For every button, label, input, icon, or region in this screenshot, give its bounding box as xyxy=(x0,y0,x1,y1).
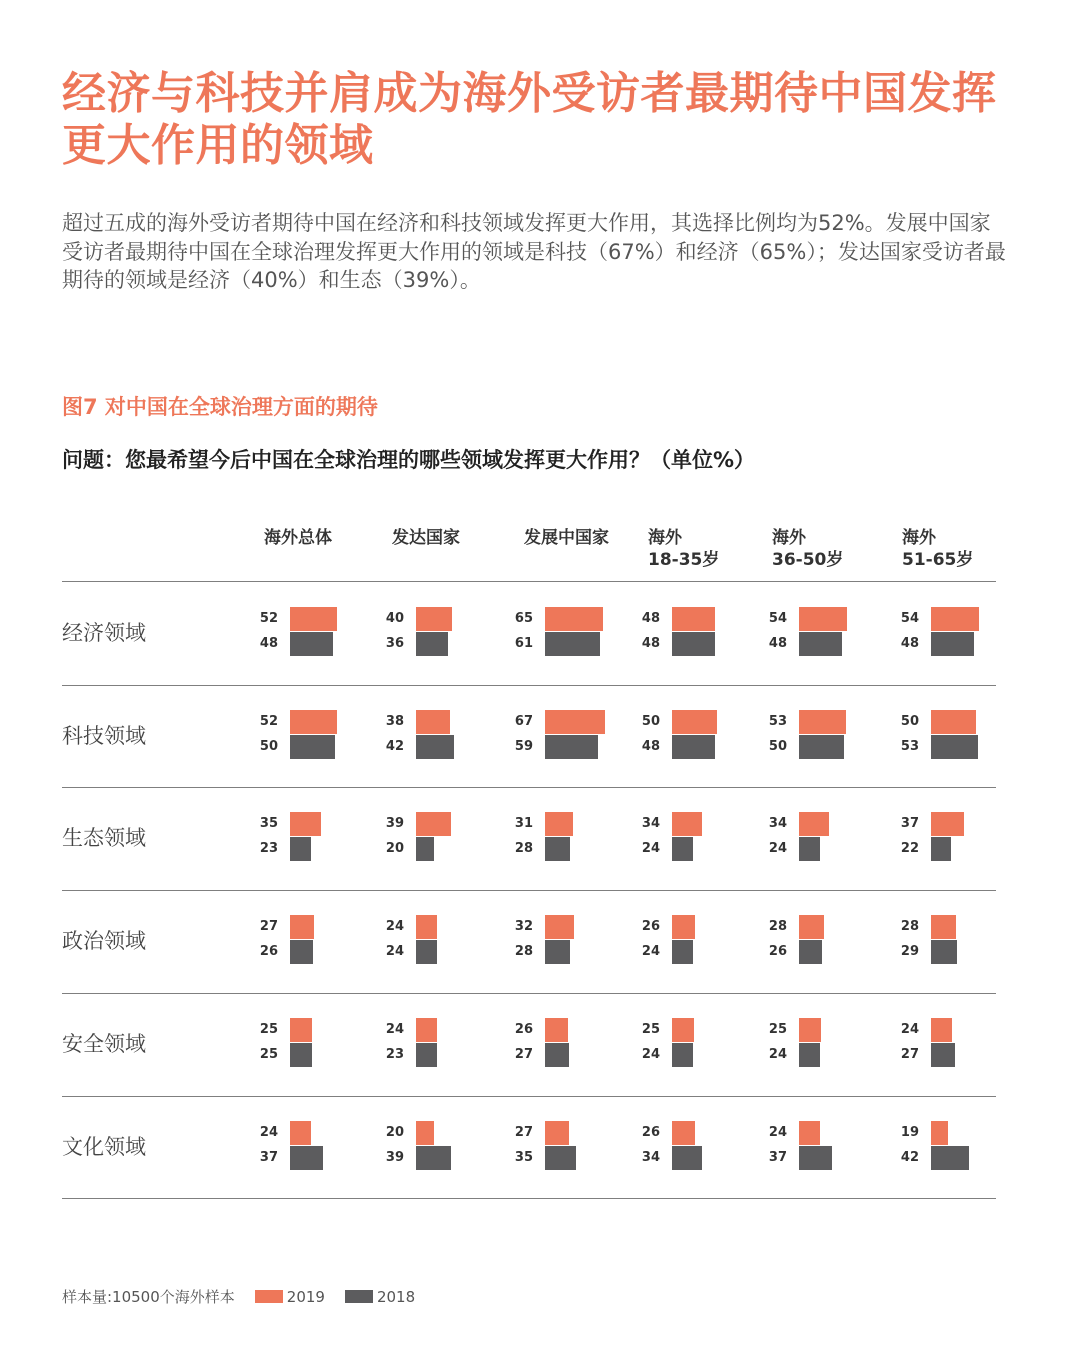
bar-2018 xyxy=(672,940,693,964)
data-label-2019: 27 xyxy=(514,1124,533,1140)
bar-2019 xyxy=(931,1018,952,1042)
row-divider xyxy=(62,1198,996,1199)
column-header xyxy=(524,527,609,549)
bar-2019 xyxy=(545,812,573,836)
bar-2019 xyxy=(290,1018,312,1042)
bar-2018 xyxy=(672,632,715,656)
bar-2018 xyxy=(290,1043,312,1067)
bar-2018 xyxy=(672,735,715,759)
bar-2018 xyxy=(545,1146,576,1170)
bar-2019 xyxy=(545,607,603,631)
column-header-line: 发展中国家 xyxy=(524,528,609,548)
bar-2018 xyxy=(931,1043,955,1067)
column-header-line: 36-50岁 xyxy=(772,550,844,570)
bar-2019 xyxy=(545,915,574,939)
data-label-2019: 32 xyxy=(514,919,533,935)
column-header xyxy=(392,527,460,549)
column-header-line: 海外总体 xyxy=(264,528,332,548)
data-label-2018: 23 xyxy=(259,841,278,857)
data-label-2018: 27 xyxy=(900,1046,919,1062)
bar-2018 xyxy=(799,1146,832,1170)
data-label-2019: 50 xyxy=(900,713,919,729)
data-label-2019: 39 xyxy=(385,816,404,832)
bar-2018 xyxy=(931,940,957,964)
bar-2019 xyxy=(416,1018,437,1042)
data-label-2018: 26 xyxy=(768,944,787,960)
column-header xyxy=(648,527,719,571)
bar-2018 xyxy=(416,1146,451,1170)
column-header-line: 18-35岁 xyxy=(648,550,720,570)
data-label-2018: 24 xyxy=(768,841,787,857)
column-header-line: 海外 xyxy=(902,528,936,548)
bar-2019 xyxy=(672,812,702,836)
column-header xyxy=(264,527,332,549)
intro-paragraph: 超过五成的海外受访者期待中国在经济和科技领域发挥更大作用，其选择比例均为52%。发展中国家受访者最期待中国在全球治理发挥更大作用的领域是科技（67%）和经济（65%）；发达国家受访者最期待的领域是经济（40%）和生态（39%）。 xyxy=(62,211,1006,292)
data-label-2019: 24 xyxy=(768,1124,787,1140)
bar-2019 xyxy=(672,1121,695,1145)
column-header-line: 51-65岁 xyxy=(902,550,974,570)
data-label-2019: 26 xyxy=(641,919,660,935)
column-header-line: 海外 xyxy=(648,528,682,548)
bar-2019 xyxy=(416,915,437,939)
bar-2019 xyxy=(799,812,829,836)
row-label: 政治领域 xyxy=(62,929,146,954)
data-label-2019: 54 xyxy=(768,611,787,626)
bar-2018 xyxy=(290,1146,323,1170)
data-label-2018: 34 xyxy=(641,1149,660,1165)
data-label-2018: 48 xyxy=(259,636,278,651)
data-label-2019: 24 xyxy=(385,1021,404,1037)
bar-2019 xyxy=(799,607,847,631)
data-label-2018: 37 xyxy=(768,1149,787,1165)
bar-2018 xyxy=(672,837,693,861)
row-divider xyxy=(62,787,996,788)
data-label-2018: 36 xyxy=(385,636,404,651)
bar-2018 xyxy=(799,1043,820,1067)
data-label-2018: 24 xyxy=(385,944,404,960)
bar-2019 xyxy=(931,915,956,939)
bar-2019 xyxy=(931,812,964,836)
row-divider xyxy=(62,993,996,994)
bar-2019 xyxy=(799,710,846,734)
data-label-2019: 27 xyxy=(259,919,278,935)
bar-2018 xyxy=(290,837,311,861)
data-label-2019: 67 xyxy=(514,713,533,729)
data-label-2019: 38 xyxy=(385,713,404,729)
data-label-2018: 27 xyxy=(514,1046,533,1062)
legend-label-2018: 2018 xyxy=(376,1287,416,1306)
bar-2018 xyxy=(416,837,434,861)
bar-2018 xyxy=(290,735,335,759)
row-divider xyxy=(62,1096,996,1097)
data-label-2018: 24 xyxy=(641,1046,660,1062)
data-label-2019: 24 xyxy=(385,919,404,935)
chart-footer xyxy=(62,1286,415,1307)
bar-2018 xyxy=(931,735,978,759)
bar-2019 xyxy=(290,1121,311,1145)
data-label-2019: 19 xyxy=(900,1124,919,1140)
bar-2019 xyxy=(799,1121,820,1145)
row-divider xyxy=(62,685,996,686)
data-label-2018: 48 xyxy=(641,636,660,651)
column-header-line: 发达国家 xyxy=(392,528,460,548)
data-label-2019: 26 xyxy=(641,1124,660,1140)
bar-2018 xyxy=(290,632,333,656)
bar-2018 xyxy=(545,632,600,656)
bar-2018 xyxy=(799,940,822,964)
data-label-2019: 50 xyxy=(641,713,660,729)
bar-2019 xyxy=(672,710,717,734)
row-label: 安全领域 xyxy=(62,1031,146,1056)
data-label-2019: 34 xyxy=(768,816,787,832)
bar-2019 xyxy=(290,607,337,631)
data-label-2018: 50 xyxy=(768,738,787,754)
row-label: 文化领域 xyxy=(62,1134,146,1159)
page-title: 经济与科技并肩成为海外受访者最期待中国发挥更大作用的领域 xyxy=(62,68,997,171)
bar-2018 xyxy=(931,837,951,861)
bar-2018 xyxy=(290,940,313,964)
data-label-2018: 37 xyxy=(259,1149,278,1165)
data-label-2018: 42 xyxy=(900,1149,919,1165)
bar-2018 xyxy=(545,1043,569,1067)
data-label-2018: 28 xyxy=(514,944,533,960)
header-divider xyxy=(62,581,996,582)
data-label-2019: 28 xyxy=(900,919,919,935)
data-label-2019: 52 xyxy=(259,713,278,729)
data-label-2018: 53 xyxy=(900,738,919,754)
data-label-2018: 42 xyxy=(385,738,404,754)
data-label-2019: 26 xyxy=(514,1021,533,1037)
bar-2018 xyxy=(931,632,974,656)
data-label-2019: 34 xyxy=(641,816,660,832)
bar-2019 xyxy=(290,710,337,734)
data-label-2018: 35 xyxy=(514,1149,533,1165)
data-label-2018: 20 xyxy=(385,841,404,857)
data-label-2019: 31 xyxy=(514,816,533,832)
data-label-2018: 24 xyxy=(768,1046,787,1062)
bar-2019 xyxy=(799,1018,821,1042)
bar-2019 xyxy=(931,607,979,631)
data-label-2018: 24 xyxy=(641,944,660,960)
data-label-2019: 40 xyxy=(385,611,404,626)
data-label-2018: 50 xyxy=(259,738,278,754)
data-label-2019: 52 xyxy=(259,611,278,626)
bar-2019 xyxy=(416,812,451,836)
data-label-2019: 48 xyxy=(641,611,660,626)
data-label-2018: 29 xyxy=(900,944,919,960)
data-label-2019: 28 xyxy=(768,919,787,935)
bar-2019 xyxy=(416,1121,434,1145)
bar-2018 xyxy=(799,735,844,759)
bar-2018 xyxy=(931,1146,969,1170)
row-label: 生态领域 xyxy=(62,826,146,851)
data-label-2019: 65 xyxy=(514,611,533,626)
data-label-2018: 28 xyxy=(514,841,533,857)
bar-2018 xyxy=(545,940,570,964)
data-label-2019: 25 xyxy=(641,1021,660,1037)
data-label-2018: 25 xyxy=(259,1046,278,1062)
bar-2018 xyxy=(545,735,598,759)
data-label-2018: 48 xyxy=(768,636,787,651)
column-header xyxy=(772,527,843,571)
bar-2019 xyxy=(290,812,321,836)
data-label-2019: 24 xyxy=(900,1021,919,1037)
data-label-2018: 39 xyxy=(385,1149,404,1165)
column-header xyxy=(902,527,973,571)
legend-swatch-2018 xyxy=(345,1290,373,1303)
bar-2018 xyxy=(672,1146,702,1170)
sample-size-note: 样本量:10500个海外样本 xyxy=(62,1288,235,1306)
data-label-2018: 24 xyxy=(641,841,660,857)
data-label-2019: 20 xyxy=(385,1124,404,1140)
figure-caption: 图7 对中国在全球治理方面的期待 xyxy=(62,395,378,419)
data-label-2019: 25 xyxy=(768,1021,787,1037)
bar-2019 xyxy=(672,1018,694,1042)
bar-2018 xyxy=(416,735,454,759)
bar-2019 xyxy=(545,1018,568,1042)
survey-question: 问题：您最希望今后中国在全球治理的哪些领域发挥更大作用？（单位%） xyxy=(62,448,756,472)
bar-2019 xyxy=(545,1121,569,1145)
bar-2019 xyxy=(416,607,452,631)
bar-2018 xyxy=(799,632,842,656)
data-label-2019: 25 xyxy=(259,1021,278,1037)
bar-2019 xyxy=(416,710,450,734)
data-label-2018: 48 xyxy=(900,636,919,651)
column-header-line: 海外 xyxy=(772,528,806,548)
row-label: 经济领域 xyxy=(62,621,146,645)
data-label-2019: 37 xyxy=(900,816,919,832)
bar-2019 xyxy=(672,607,715,631)
data-label-2018: 61 xyxy=(514,636,533,651)
data-label-2018: 23 xyxy=(385,1046,404,1062)
legend-label-2019: 2019 xyxy=(286,1287,325,1306)
data-label-2018: 26 xyxy=(259,944,278,960)
bar-2018 xyxy=(672,1043,693,1067)
bar-2019 xyxy=(931,1121,948,1145)
data-label-2018: 59 xyxy=(514,738,533,754)
bar-2019 xyxy=(672,915,695,939)
legend-swatch-2019 xyxy=(255,1290,283,1303)
data-label-2018: 48 xyxy=(641,738,660,754)
bar-2018 xyxy=(416,940,437,964)
bar-2019 xyxy=(290,915,314,939)
row-divider xyxy=(62,890,996,891)
bar-2018 xyxy=(416,632,448,656)
row-label: 科技领域 xyxy=(62,723,146,748)
bar-2018 xyxy=(799,837,820,861)
data-label-2019: 35 xyxy=(259,816,278,832)
bar-2019 xyxy=(799,915,824,939)
data-label-2019: 54 xyxy=(900,611,919,626)
bar-2019 xyxy=(545,710,605,734)
data-label-2019: 24 xyxy=(259,1124,278,1140)
bar-2018 xyxy=(545,837,570,861)
data-label-2019: 53 xyxy=(768,713,787,729)
data-label-2018: 22 xyxy=(900,841,919,857)
bar-2018 xyxy=(416,1043,437,1067)
bar-2019 xyxy=(931,710,976,734)
